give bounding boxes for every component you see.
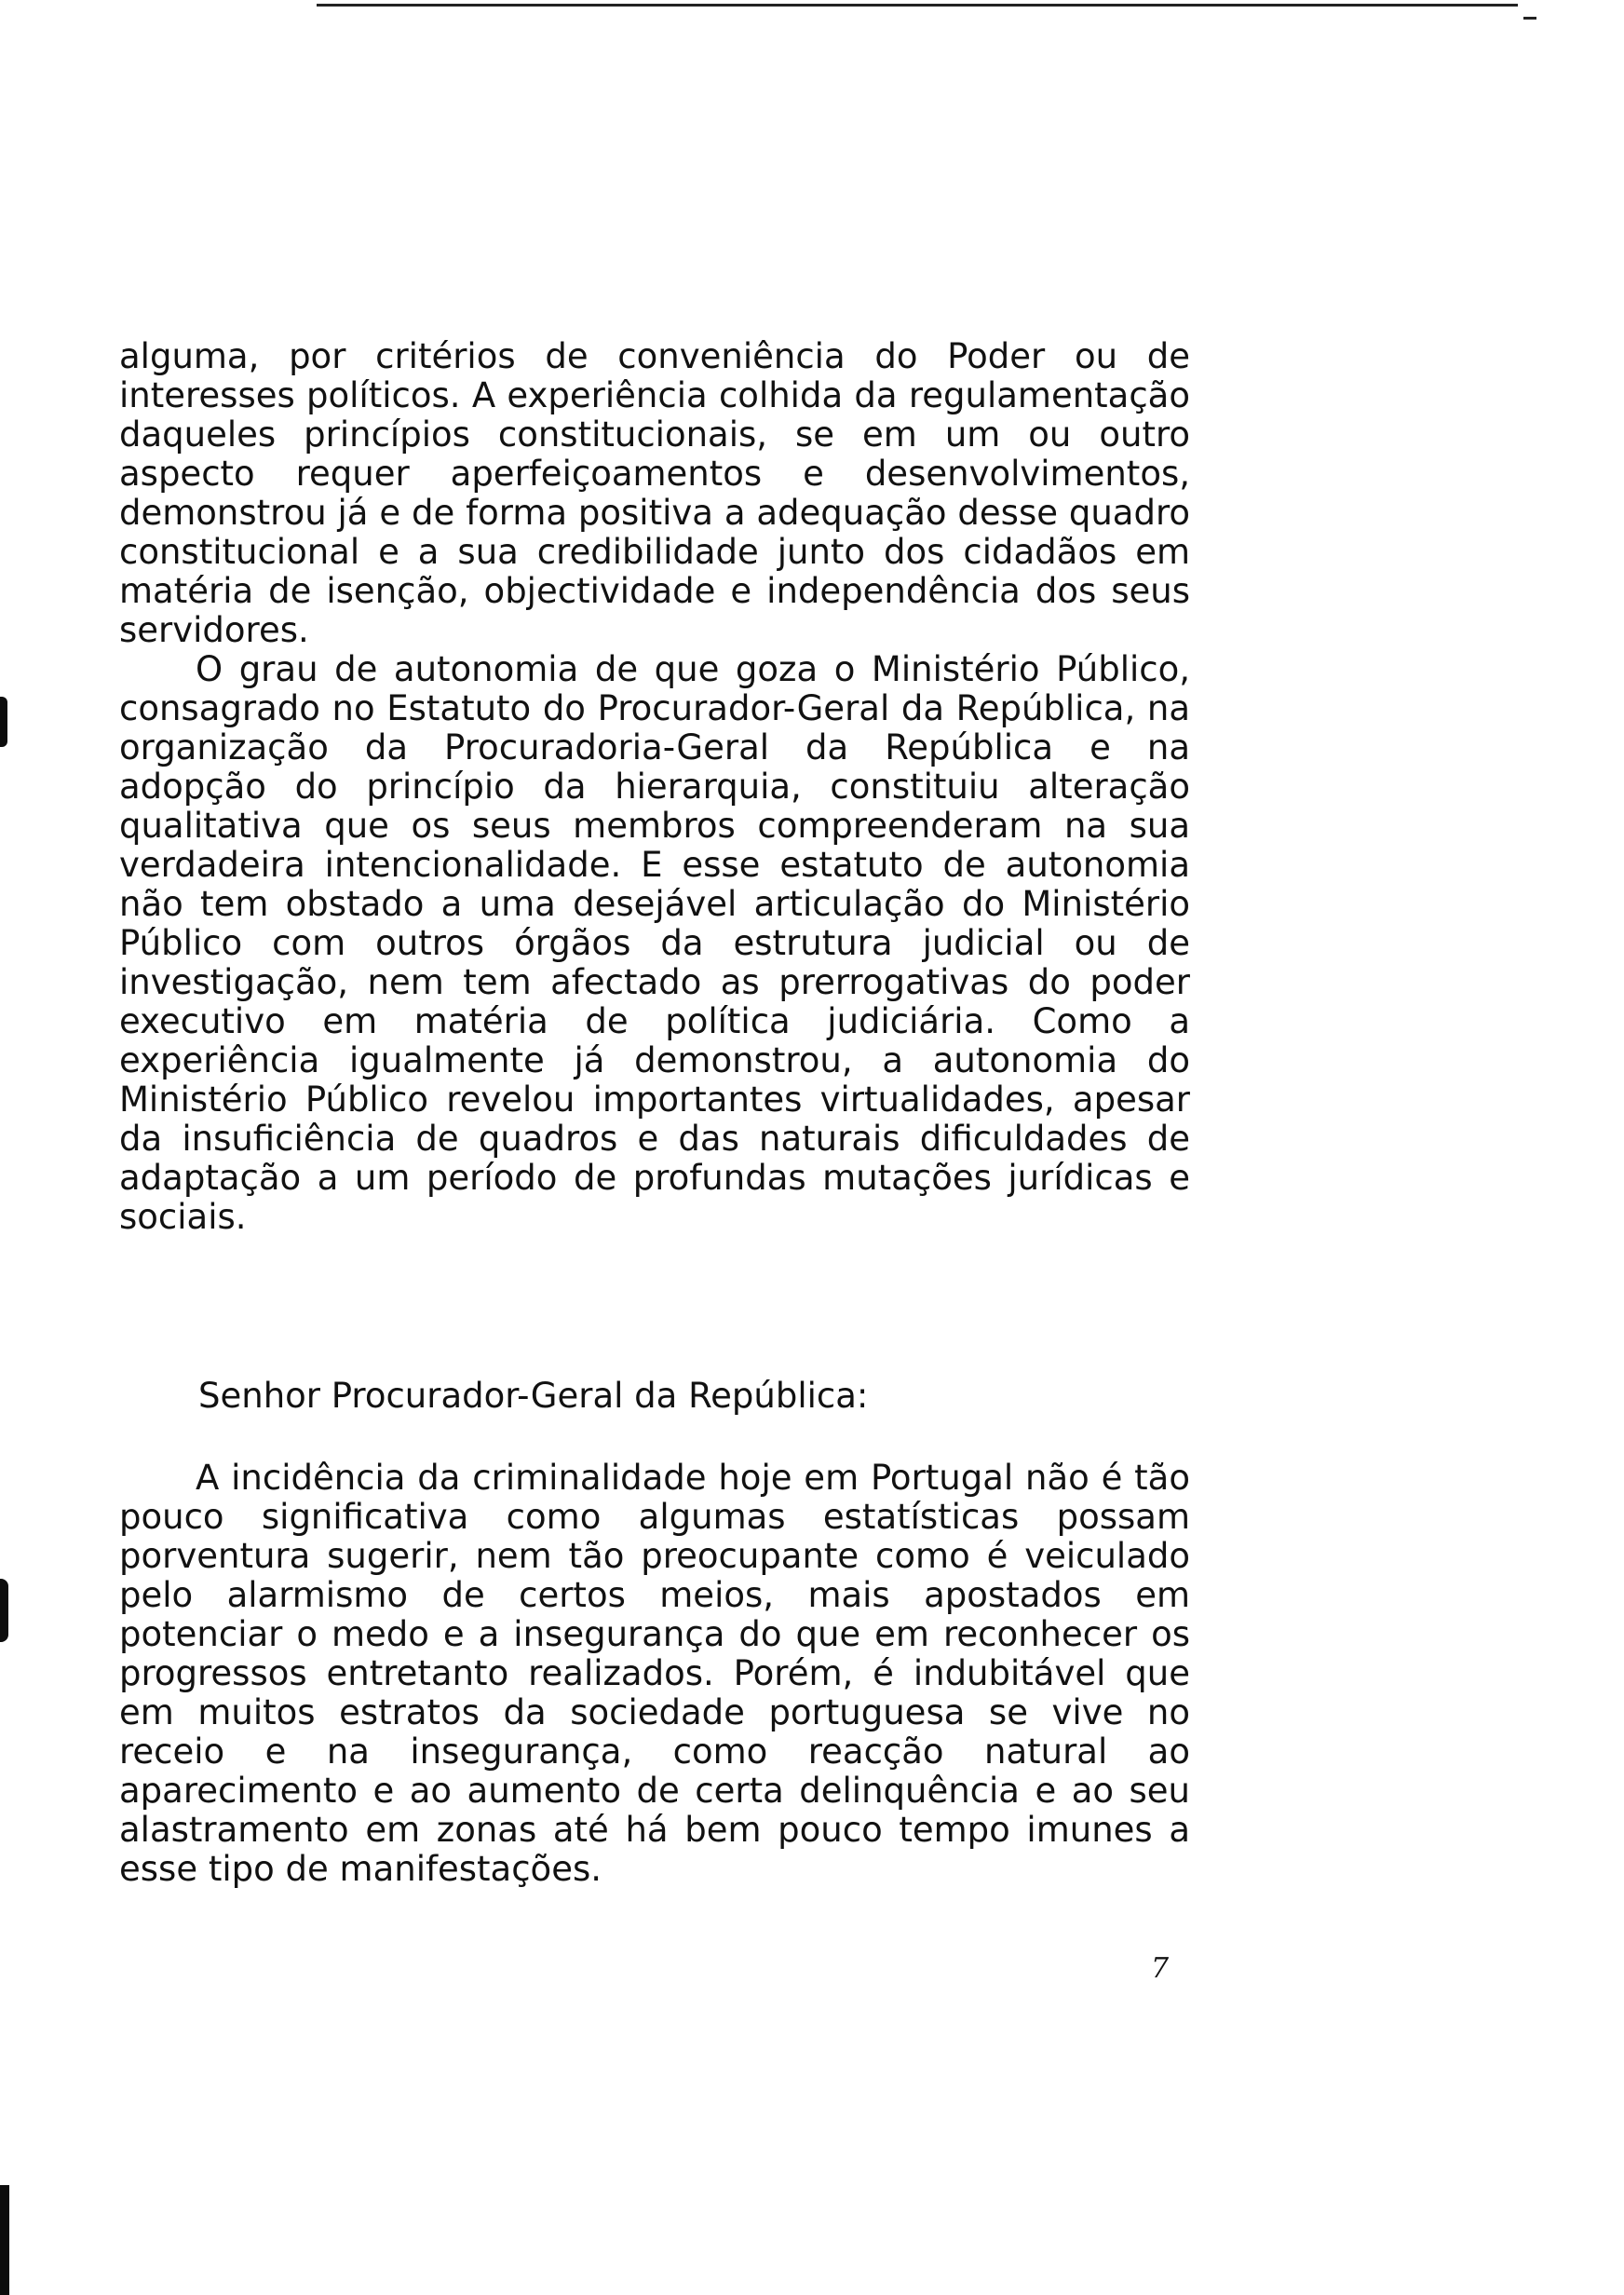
binding-edge-mark xyxy=(0,697,7,747)
page-number: 7 xyxy=(1151,1952,1170,1985)
scan-top-dash xyxy=(1523,17,1536,20)
binding-edge-mark xyxy=(0,2185,9,2295)
paragraph-criminality: A incidência da criminalidade hoje em Portugal não é tão pouco significativa como algumas estatísticas possam porventura sugerir, nem tão preocupante como é veiculado pelo alarmismo de certos meios, mais apostados em potenciar o medo e a insegurança do que em reconhecer os progressos entretanto realizados. Porém, é indubitável que em muitos estratos da sociedade portuguesa se vive no receio e na insegurança, como reacção natural ao aparecimento e ao aumento de certa delinquência e ao seu alastramento em zonas até há bem pouco tempo imunes a esse tipo de manifestações. xyxy=(119,1458,1190,1889)
body-text-lower xyxy=(119,1459,1190,1889)
body-text-upper xyxy=(119,337,1190,1237)
paragraph-continuation: alguma, por critérios de conveniência do Poder ou de interesses políticos. A experiência colhida da regulamentação daqueles princípios constitucionais, se em um ou outro aspecto requer aperfeiçoamentos e desenvolvimentos, demonstrou já e de forma positiva a adequação desse quadro constitucional e a sua credibilidade junto dos cidadãos em matéria de isenção, objectividade e independência dos seus servidores. xyxy=(119,336,1190,650)
paragraph-autonomy: O grau de autonomia de que goza o Ministério Público, consagrado no Estatuto do Procurador-Geral da República, na organização da Procuradoria-Geral da República e na adopção do princípio da hierarquia, constituiu alteração qualitativa que os seus membros compreenderam na sua verdadeira intencionalidade. E esse estatuto de autonomia não tem obstado a uma desejável articulação do Ministério Público com outros órgãos da estrutura judicial ou de investigação, nem tem afectado as prerrogativas do poder executivo em matéria de política judiciária. Como a experiência igualmente já demonstrou, a autonomia do Ministério Público revelou importantes virtualidades, apesar da insuficiência de quadros e das naturais dificuldades de adaptação a um período de profundas mutações jurídicas e sociais. xyxy=(119,649,1190,1237)
scan-top-rule xyxy=(317,4,1518,7)
binding-edge-mark xyxy=(0,1579,8,1642)
salutation: Senhor Procurador-Geral da República: xyxy=(198,1376,869,1416)
